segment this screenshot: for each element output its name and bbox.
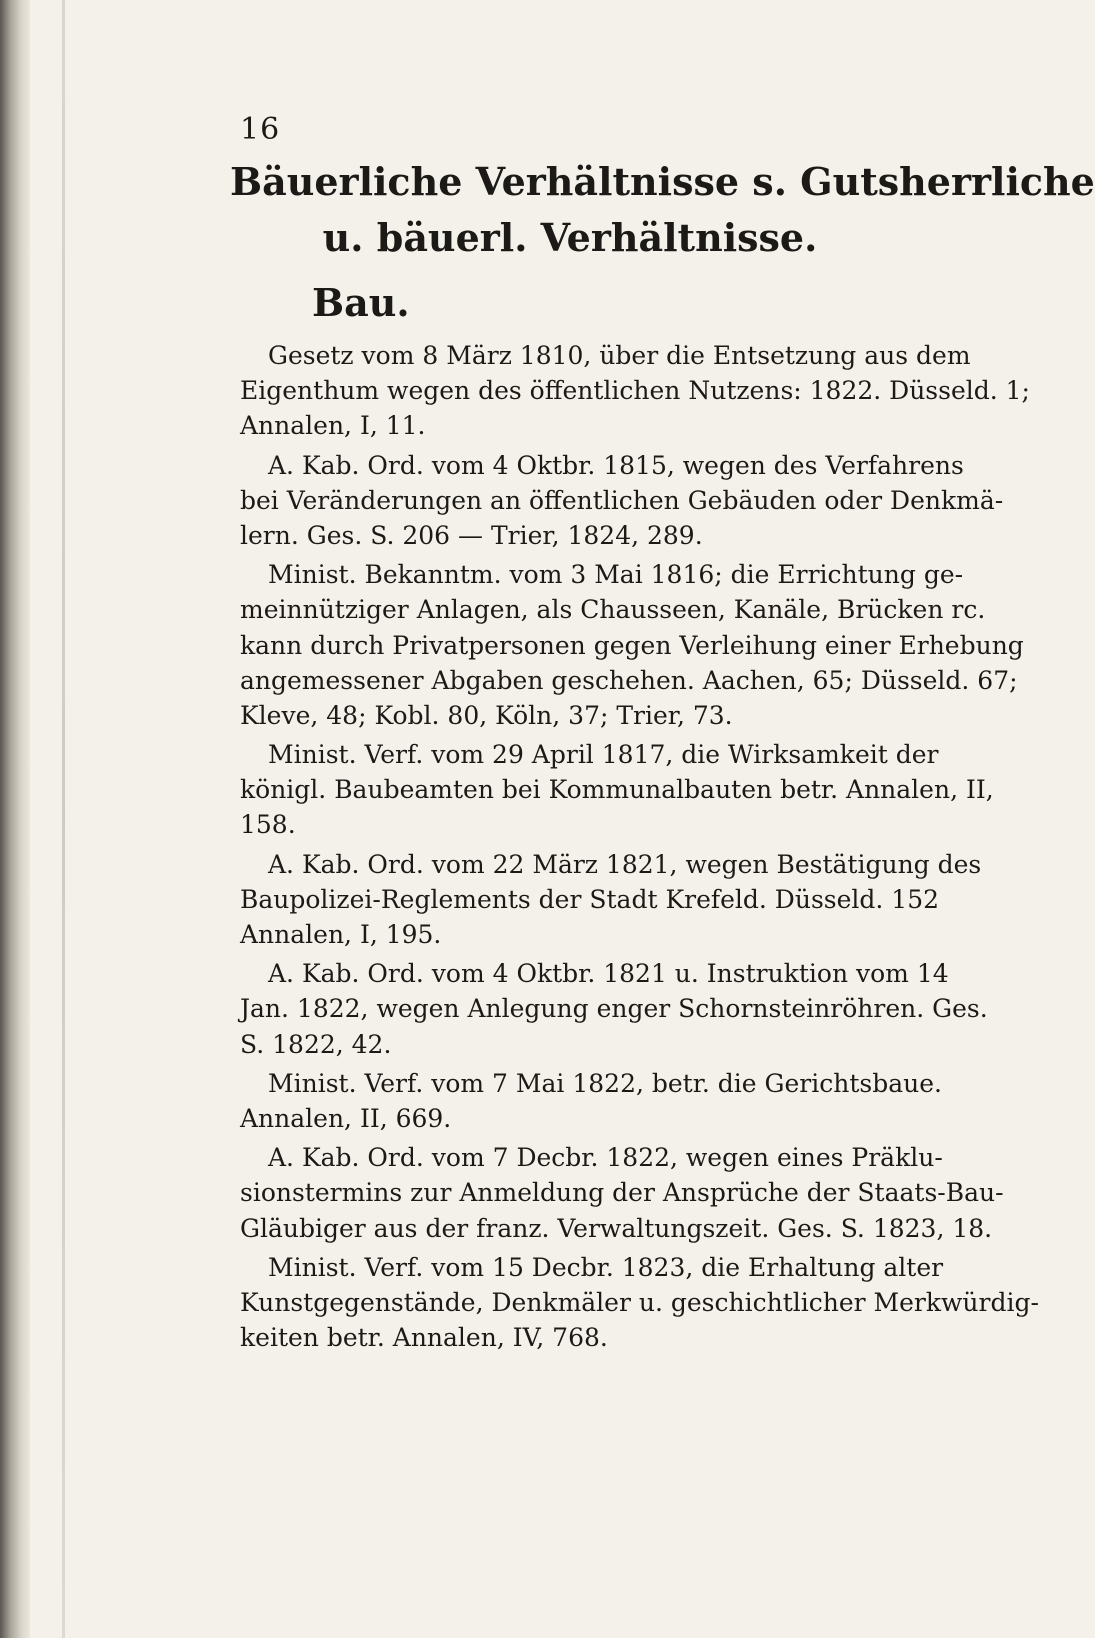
subheading: Bau.	[312, 280, 410, 325]
entry-line: königl. Baubeamten bei Kommunalbauten betr. Annalen, II,	[240, 775, 994, 805]
entry-line: S. 1822, 42.	[240, 1029, 392, 1059]
section-heading-line-1: Bäuerliche Verhältnisse s. Gutsherrliche	[230, 159, 1095, 204]
section-heading-line-2: u. bäuerl. Verhältnisse.	[322, 215, 818, 260]
entry-line: 158.	[240, 810, 296, 840]
entry-paragraph	[240, 956, 1000, 1062]
entry-list	[240, 338, 1039, 1359]
entry-line: Annalen, II, 669.	[240, 1103, 452, 1133]
entry-paragraph	[240, 338, 1030, 444]
entry-line: angemessener Abgaben geschehen. Aachen, 65; Düsseld. 67;	[240, 665, 1018, 695]
entry-line: Gläubiger aus der franz. Verwaltungszeit. Ges. S. 1823, 18.	[240, 1213, 993, 1243]
entry-line: kann durch Privatpersonen gegen Verleihung einer Erhebung	[240, 630, 1024, 660]
entry-line: Gesetz vom 8 März 1810, über die Entsetzung aus dem	[268, 341, 971, 370]
entry-line: Kleve, 48; Kobl. 80, Köln, 37; Trier, 73.	[240, 700, 733, 730]
entry-line: A. Kab. Ord. vom 4 Oktbr. 1815, wegen des Verfahrens	[268, 450, 964, 480]
entry-line: Minist. Verf. vom 15 Decbr. 1823, die Erhaltung alter	[268, 1252, 944, 1282]
entry-line: A. Kab. Ord. vom 4 Oktbr. 1821 u. Instruktion vom 14	[268, 959, 949, 989]
entry-paragraph	[240, 1250, 1039, 1356]
entry-paragraph	[240, 448, 1004, 554]
entry-line: bei Veränderungen an öffentlichen Gebäuden oder Denkmä-	[240, 485, 1004, 515]
entry-paragraph	[240, 737, 1000, 843]
entry-line: Minist. Verf. vom 29 April 1817, die Wirksamkeit der	[268, 740, 939, 770]
entry-line: sionstermins zur Anmeldung der Ansprüche der Staats-Bau-	[240, 1178, 1004, 1208]
entry-line: Baupolizei-Reglements der Stadt Krefeld. Düsseld. 152	[240, 884, 940, 914]
page-gutter-shadow	[62, 0, 65, 1638]
entry-line: A. Kab. Ord. vom 7 Decbr. 1822, wegen eines Präklu-	[268, 1143, 943, 1173]
entry-paragraph	[240, 847, 1000, 953]
entry-line: Annalen, I, 195.	[240, 920, 442, 949]
entry-line: meinnütziger Anlagen, als Chausseen, Kanäle, Brücken rc.	[240, 595, 986, 625]
entry-paragraph	[240, 1066, 1000, 1136]
section-heading	[230, 158, 1095, 262]
entry-line: keiten betr. Annalen, IV, 768.	[240, 1323, 608, 1353]
entry-line: lern. Ges. S. 206 — Trier, 1824, 289.	[240, 520, 703, 550]
entry-paragraph	[240, 1140, 1004, 1246]
page-number: 16	[240, 112, 281, 147]
entry-line: Annalen, I, 11.	[240, 411, 426, 441]
entry-paragraph	[240, 557, 1024, 733]
book-binding-edge	[0, 0, 30, 1638]
entry-line: Eigenthum wegen des öffentlichen Nutzens: 1822. Düsseld. 1;	[240, 376, 1030, 406]
entry-line: Minist. Verf. vom 7 Mai 1822, betr. die Gerichtsbaue.	[268, 1068, 942, 1098]
entry-line: Kunstgegenstände, Denkmäler u. geschichtlicher Merkwürdig-	[240, 1287, 1039, 1317]
entry-line: A. Kab. Ord. vom 22 März 1821, wegen Bestätigung des	[268, 849, 982, 879]
entry-line: Minist. Bekanntm. vom 3 Mai 1816; die Errichtung ge-	[268, 560, 964, 590]
entry-line: Jan. 1822, wegen Anlegung enger Schornsteinröhren. Ges.	[240, 994, 988, 1024]
